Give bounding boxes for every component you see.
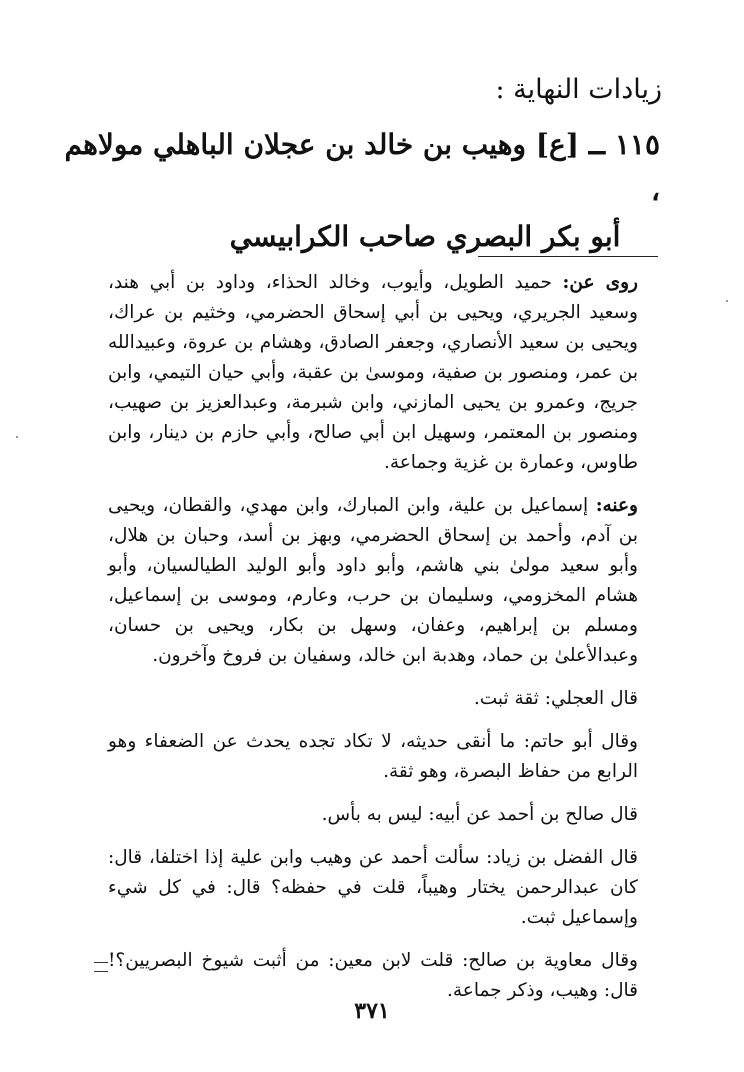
- entry-heading: [60, 122, 660, 260]
- scan-speck: [16, 436, 18, 438]
- narrated-from-paragraph: [108, 268, 638, 478]
- entry-body: [108, 268, 638, 1019]
- narrated-by-paragraph: [108, 491, 638, 671]
- abu-hatim-statement: وقال أبو حاتم: ما أنقى حديثه، لا تكاد تجده يحدث عن الضعفاء وهو الرابع من حفاظ البصرة، وهو ثقة.: [108, 731, 638, 782]
- narrated-by-text: إسماعيل بن علية، وابن المبارك، وابن مهدي، والقطان، ويحيى بن آدم، وأحمد بن إسحاق الحضرمي، وبهز بن أسد، وحبان بن هلال، وأبو سعيد مولىٰ بني هاشم، وأبو داود وأبو الوليد الطيالسيان، وأبو هشام المخزومي، وسليمان بن حرب، وعارم، وموسى بن إسماعيل، ومسلم بن إبراهيم، وعفان، وسهل بن بكار، ويحيى بن حسان، وعبدالأعلىٰ بن حماد، وهدبة ابن خالد، وسفيان بن فروخ وآخرون.: [108, 495, 638, 666]
- salih-statement: قال صالح بن أحمد عن أبيه: ليس به بأس.: [321, 804, 638, 825]
- muawiya-statement: وقال معاوية بن صالح: قلت لابن معين: من أثبت شيوخ البصريين؟! قال: وهيب، وذكر جماعة.: [108, 950, 638, 1001]
- section-title: زيادات النهاية :: [495, 74, 662, 105]
- entry-heading-line-2: أبو بكر البصري صاحب الكرابيسي: [229, 220, 621, 253]
- narrated-from-text: حميد الطويل، وأيوب، وخالد الحذاء، وداود بن أبي هند، وسعيد الجريري، ويحيى بن أبي إسحاق الحضرمي، وخثيم بن عراك، ويحيى بن سعيد الأنصاري، وجعفر الصادق، وهشام بن عروة، وعبيدالله بن عمر، ومنصور بن صفية، وموسىٰ بن عقبة، وأبي حيان التيمي، وابن جريج، وعمرو بن يحيى المازني، وابن شبرمة، وعبدالعزيز بن صهيب، ومنصور بن المعتمر، وسهيل ابن أبي صالح، وأبي حازم بن دينار، وابن طاوس، وعمارة بن غزية وجماعة.: [108, 272, 638, 473]
- scan-speck: [726, 300, 728, 302]
- ijli-statement: قال العجلي: ثقة ثبت.: [473, 688, 638, 709]
- narrated-by-label: وعنه:: [595, 495, 638, 516]
- entry-heading-line-1: ١١٥ ــ [ع] وهيب بن خالد بن عجلان الباهلي مولاهم ،: [64, 128, 660, 207]
- margin-equals-mark: [94, 962, 108, 972]
- separator-rule: [478, 256, 658, 257]
- page-number: ٣٧١: [354, 998, 390, 1024]
- fadl-statement: قال الفضل بن زياد: سألت أحمد عن وهيب وابن علية إذا اختلفا، قال: كان عبدالرحمن يختار وهيباً، قلت في حفظه؟ قال: في كل شيء وإسماعيل ثبت.: [108, 847, 638, 928]
- narrated-from-label: روى عن:: [562, 272, 638, 293]
